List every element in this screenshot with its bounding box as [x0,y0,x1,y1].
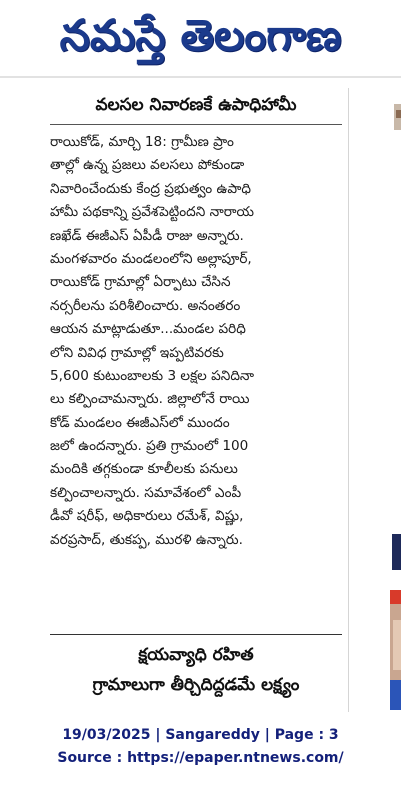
article-line: నివారించేందుకు కేంద్ర ప్రభుత్వం ఉపాధి [50,180,251,197]
article-line: వరప్రసాద్, తుకప్ప, మురళి ఉన్నారు. [50,531,243,548]
masthead-divider [0,76,401,78]
article-line: డీవో షరీఫ్, అధికారులు రమేశ్, విష్ణు, [50,508,244,525]
article-headline: వలసల నివారణకే ఉపాధిహామీ [95,95,297,115]
article-line: ఆయన మాట్లాడుతూ...మండల పరిధి [50,321,246,338]
article-line: ణఖేడ్ ఈజీఎస్ ఏపీడీ రాజు అన్నారు. [50,227,244,244]
footer-source-line: Source : https://epaper.ntnews.com/ [57,750,344,766]
article-end-rule [50,634,342,635]
adjacent-image-sliver-2 [378,530,401,710]
headline-rule [50,124,342,125]
article-line: జలో ఉందన్నారు. ప్రతి గ్రామంలో 100 [50,438,249,455]
adjacent-image-sliver [378,100,401,134]
article-line: 5,600 కుటుంబాలకు 3 లక్షల పనిదినా [50,367,255,384]
article-line: రాయికోడ్, మార్చి 18: గ్రామీణ ప్రాం [50,134,234,150]
article-line: మందికి తగ్గకుండా కూలీలకు పనులు [50,461,238,478]
article-line: మంగళవారం మండలంలోని అల్లాపూర్, [50,250,252,267]
article-line: నర్సరీలను పరిశీలించారు. అనంతరం [50,297,241,314]
masthead [0,0,401,72]
article-line: కల్పించాలన్నారు. సమావేశంలో ఎంపీ [50,484,242,501]
article-line: తాల్లో ఉన్న ప్రజలు వలసలు పోకుండా [50,157,245,174]
column-divider [348,88,349,712]
article-line: కోడ్ మండలం ఈజీఎస్‌లో ముందం [50,414,230,431]
footer-date-line: 19/03/2025 | Sangareddy | Page : 3 [62,727,339,743]
image-fragment-icon [378,100,401,134]
article-line: లోని వివిధ గ్రామాల్లో ఇప్పటివరకు [50,344,224,361]
newspaper-title: నమస్తే తెలంగాణ [59,10,342,61]
news-clipping [50,88,342,710]
next-article-headline-1: క్షయవ్యాధి రహిత [138,645,254,665]
article-line: లు కల్పించామన్నారు. జిల్లాలోనే రాయి [50,391,250,408]
article-line: రాయికోడ్ గ్రామాల్లో ఏర్పాటు చేసిన [50,274,231,291]
article-line: హామీ పథకాన్ని ప్రవేశపెట్టిందని నారాయ [50,204,254,221]
image-fragment-icon [378,530,401,710]
next-article-headline-2: గ్రామాలుగా తీర్చిదిద్దడమే లక్ష్యం [92,675,300,695]
article-body [50,131,342,552]
